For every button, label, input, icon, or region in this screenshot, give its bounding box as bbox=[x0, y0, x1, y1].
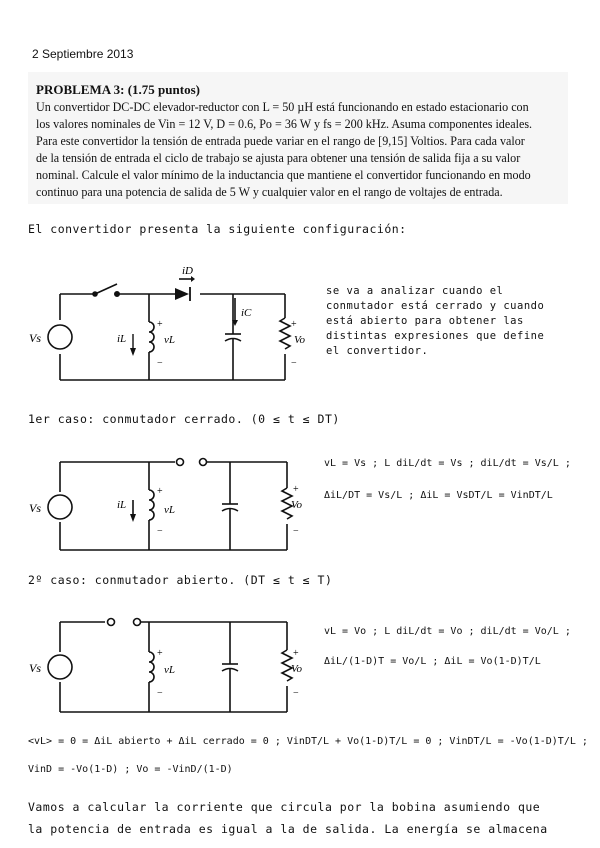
closing-line: Vamos a calcular la corriente que circula por la bobina asumiendo que bbox=[28, 800, 541, 814]
label-minus: − bbox=[293, 526, 299, 537]
label-vs: Vs bbox=[29, 331, 41, 345]
label-vl: vL bbox=[164, 334, 175, 346]
circuit-closed-diagram bbox=[25, 452, 315, 557]
label-plus: + bbox=[157, 319, 163, 330]
label-ic: iC bbox=[241, 307, 252, 319]
analysis-line: está abierto para obtener las bbox=[326, 315, 524, 327]
label-plus: + bbox=[157, 486, 163, 497]
label-plus: + bbox=[293, 648, 299, 659]
analysis-line: el convertidor. bbox=[326, 345, 429, 357]
label-il: iL bbox=[117, 499, 127, 511]
label-vs: Vs bbox=[29, 501, 41, 515]
label-vo: Vo bbox=[291, 499, 302, 511]
closing-line: la potencia de entrada es igual a la de salida. La energía se almacena bbox=[28, 822, 548, 836]
analysis-note bbox=[326, 284, 544, 359]
analysis-line: distintas expresiones que define bbox=[326, 330, 545, 342]
analysis-line: conmutador está cerrado y cuando bbox=[326, 300, 545, 312]
problem-line: los valores nominales de Vin = 12 V, D = 0.6, Po = 36 W y fs = 200 kHz. Asuma componentes ideales. bbox=[36, 117, 533, 131]
page-date: 2 Septiembre 2013 bbox=[32, 47, 134, 61]
analysis-line: se va a analizar cuando el bbox=[326, 285, 504, 297]
label-minus: − bbox=[157, 526, 163, 537]
label-minus: − bbox=[157, 358, 163, 369]
case2-equation-1: vL = Vo ; L diL/dt = Vo ; diL/dt = Vo/L ; bbox=[324, 626, 571, 637]
problem-line: Un convertidor DC-DC elevador-reductor con L = 50 µH está funcionando en estado estacionario con bbox=[36, 100, 529, 114]
label-plus: + bbox=[157, 648, 163, 659]
case1-equation-1: vL = Vs ; L diL/dt = Vs ; diL/dt = Vs/L ; bbox=[324, 458, 571, 469]
label-minus: − bbox=[293, 688, 299, 699]
case2-heading: 2º caso: conmutador abierto. (DT ≤ t ≤ T) bbox=[28, 573, 333, 587]
average-voltage-equation: <vL> = 0 = ΔiL abierto + ΔiL cerrado = 0 ; VinDT/L + Vo(1-D)T/L = 0 ; VinDT/L = -Vo(1-D)T/L ; bbox=[28, 736, 588, 747]
case1-heading: 1er caso: conmutador cerrado. (0 ≤ t ≤ DT) bbox=[28, 412, 340, 426]
closing-note bbox=[28, 796, 588, 840]
circuit-open-diagram bbox=[25, 612, 315, 722]
problem-line: Para este convertidor la tensión de entrada puede variar en el rango de [9,15] Voltios. Para cada valor bbox=[36, 134, 525, 148]
label-minus: − bbox=[157, 688, 163, 699]
problem-line: nominal. Calcule el valor mínimo de la inductancia que mantiene el convertidor funcionando en modo bbox=[36, 168, 531, 182]
label-vo: Vo bbox=[291, 663, 302, 675]
label-minus: − bbox=[291, 358, 297, 369]
problem-line: continuo para una potencia de salida de 5 W y cualquier valor en el rango de voltajes de entrada. bbox=[36, 185, 503, 199]
intro-note: El convertidor presenta la siguiente configuración: bbox=[28, 222, 407, 236]
case2-equation-2: ΔiL/(1-D)T = Vo/L ; ΔiL = Vo(1-D)T/L bbox=[324, 656, 541, 667]
problem-body bbox=[36, 99, 562, 201]
label-vl: vL bbox=[164, 664, 175, 676]
label-vs: Vs bbox=[29, 661, 41, 675]
label-il: iL bbox=[117, 333, 127, 345]
label-plus: + bbox=[293, 484, 299, 495]
label-id: iD bbox=[182, 265, 193, 277]
label-vl: vL bbox=[164, 504, 175, 516]
circuit-full-diagram bbox=[25, 262, 315, 392]
case1-equation-2: ΔiL/DT = Vs/L ; ΔiL = VsDT/L = VinDT/L bbox=[324, 490, 553, 501]
problem-line: de la tensión de entrada el ciclo de trabajo se ajusta para obtener una tensión de salida fija a su valor bbox=[36, 151, 521, 165]
label-plus: + bbox=[291, 319, 297, 330]
result-equation: VinD = -Vo(1-D) ; Vo = -VinD/(1-D) bbox=[28, 764, 233, 775]
problem-title: PROBLEMA 3: (1.75 puntos) bbox=[36, 82, 200, 97]
label-vo: Vo bbox=[294, 334, 305, 346]
